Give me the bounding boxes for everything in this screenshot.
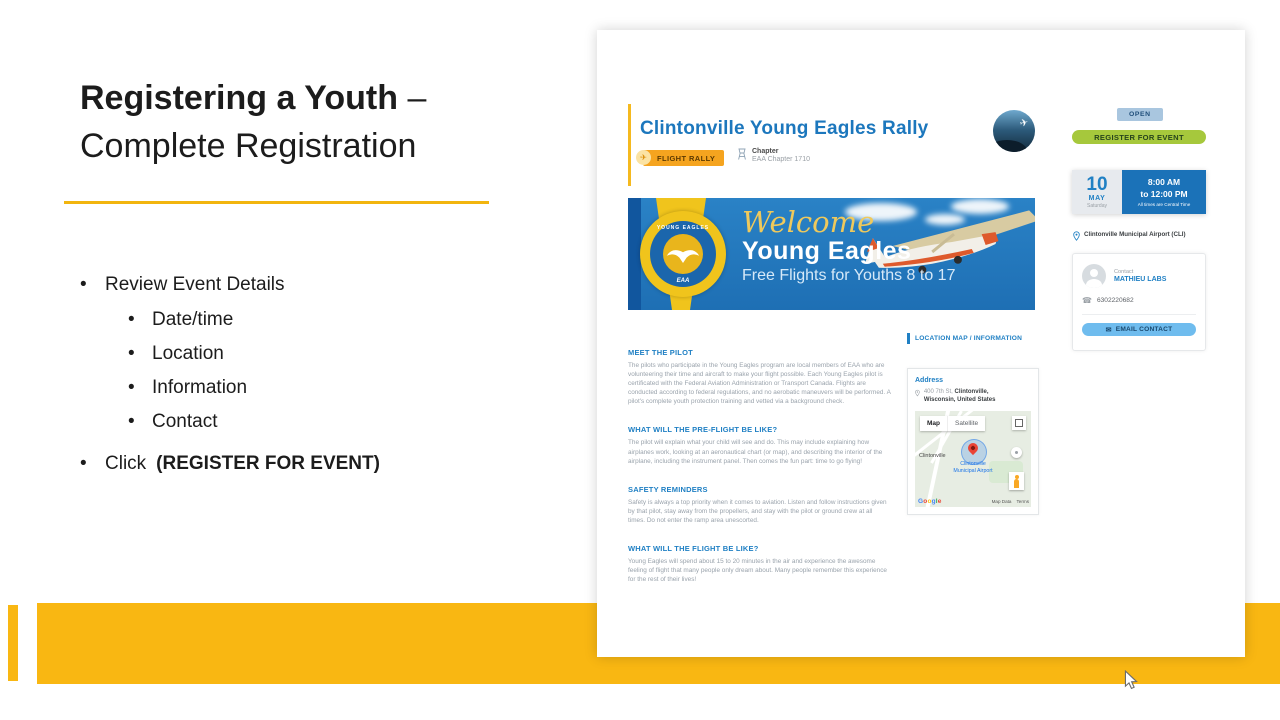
bullet-text: Information [152, 377, 248, 398]
slide-bullet-list [80, 274, 380, 475]
event-time-start: 8:00 AM [1147, 177, 1181, 188]
young-eagles-logo-inner [650, 221, 716, 287]
bullet-dot [128, 309, 152, 331]
bullet-information [128, 377, 380, 399]
google-letter: o [923, 497, 928, 505]
section-heading: WHAT WILL THE PRE-FLIGHT BE LIKE? [628, 425, 778, 435]
email-contact-button[interactable] [1082, 323, 1196, 336]
bullet-register-emphasis: (REGISTER FOR EVENT) [156, 453, 380, 474]
venue-pin-icon [1073, 231, 1080, 241]
email-contact-label: EMAIL CONTACT [1115, 326, 1173, 333]
location-heading-row [907, 333, 1041, 344]
contact-name-block [1114, 269, 1166, 283]
event-type-badge: FLIGHT RALLY [643, 150, 724, 166]
location-heading: LOCATION MAP / INFORMATION [915, 335, 1023, 342]
bullet-dot [128, 377, 152, 399]
eaa-logo-text: EAA [676, 278, 690, 284]
map-button[interactable]: Map [920, 416, 947, 431]
chapter-value[interactable]: EAA Chapter 1710 [752, 156, 810, 163]
phone-icon: ☎ [1082, 296, 1092, 305]
left-edge-accent-strip [8, 605, 18, 681]
bullet-dot [80, 453, 105, 475]
avatar-head [1090, 269, 1098, 277]
envelope-icon: ✉ [1105, 326, 1112, 334]
slide-title [80, 74, 426, 170]
event-title: Clintonville Young Eagles Rally [640, 118, 929, 139]
section-heading: MEET THE PILOT [628, 348, 693, 357]
bullet-location [128, 343, 380, 365]
slide-title-line2: Complete Registration [80, 127, 417, 165]
section-flight [628, 544, 891, 584]
eagle-icon [665, 243, 701, 265]
section-body: The pilot will explain what your child will see and do. This may include explaining how airplanes work, looking at an aeronautical chart (or map), and describing the interior of the airplane, including the instrument panel. Then comes the fun part: time to go flying! [628, 439, 883, 465]
map-city-label: Clintonville [919, 453, 946, 460]
google-letter: g [931, 497, 936, 505]
section-meet-the-pilot [628, 348, 891, 406]
pegman-icon [1014, 479, 1019, 488]
google-letter: e [937, 497, 942, 505]
logo-hill-shape [993, 140, 1027, 152]
map-attribution [992, 499, 1029, 504]
section-heading: SAFETY REMINDERS [628, 484, 708, 494]
contact-avatar [1082, 264, 1106, 288]
bullet-text: Contact [152, 411, 218, 432]
event-time [1122, 170, 1206, 214]
event-day: 10 [1086, 174, 1108, 195]
section-body: Young Eagles will spend about 15 to 20 minutes in the air and experience the awesome feeling of flight that many people only dream about. Many people remember this experience for the rest of their lives! [628, 558, 887, 584]
logo-plane-icon: ✈ [1018, 117, 1030, 130]
contact-phone-row [1082, 296, 1196, 305]
young-eagles-logo-globe [663, 234, 703, 274]
bullet-click-register [80, 453, 380, 475]
event-page-screenshot [597, 30, 1245, 657]
young-eagles-logo [640, 211, 726, 297]
section-body: The pilots who participate in the Young Eagles program are local members of EAA who are volunteering their time and aircraft to make your flight possible. Each Young Eagles pilot is certificated with the Federal Aviation Administration or Transport Canada. Flights are conducted according to federal regulations, and no aerobatic maneuvers will be performed. A pilot's complete youth protection training and vetted via a background check. [628, 362, 891, 406]
google-letter: l [935, 497, 938, 505]
title-underline-accent [64, 201, 489, 204]
event-venue: Clintonville Municipal Airport (CLI) [1084, 231, 1186, 238]
avatar-body [1086, 279, 1102, 288]
address-emphasis: Clintonville, Wisconsin, United States [923, 389, 996, 404]
google-logo [918, 498, 942, 505]
chapter-info [737, 148, 810, 163]
chapter-logo [993, 110, 1035, 152]
map-data-link[interactable]: Map Data [991, 498, 1012, 504]
event-month: MAY [1088, 195, 1106, 202]
address-label: Address [915, 377, 944, 384]
event-date [1072, 170, 1122, 214]
map-type-controls [920, 416, 985, 431]
location-map-column [907, 333, 1041, 515]
bullet-text: Location [152, 343, 224, 364]
banner-welcome: Welcome [742, 205, 875, 239]
map-marker-label[interactable]: Clintonville Municipal Airport [953, 460, 993, 474]
contact-name: MATHIEU LABS [1114, 276, 1167, 283]
google-letter: o [927, 497, 932, 505]
slide-title-dash: – [398, 79, 427, 117]
address-card [907, 368, 1039, 515]
bullet-text: Review Event Details [105, 274, 285, 295]
register-for-event-button[interactable]: REGISTER FOR EVENT [1072, 130, 1206, 144]
event-description-sections [628, 348, 891, 603]
bullet-text: Click [105, 453, 147, 474]
address-prefix: 400 7th St, [923, 389, 955, 395]
bullet-dot [128, 411, 152, 433]
location-heading-accent [907, 333, 910, 344]
flight-rally-plane-icon: ✈ [636, 150, 651, 165]
contact-card [1072, 253, 1206, 351]
section-pre-flight [628, 425, 891, 465]
bullet-dot [128, 343, 152, 365]
bullet-text: Date/time [152, 309, 234, 330]
mouse-cursor [1124, 670, 1138, 695]
contact-header [1082, 264, 1196, 288]
event-weekday: Saturday [1086, 203, 1107, 209]
banner-subline: Free Flights for Youths 8 to 17 [742, 267, 956, 284]
address-text [924, 388, 1019, 405]
contact-label: Contact [1114, 269, 1134, 275]
fullscreen-icon [1015, 419, 1023, 427]
bullet-contact [128, 411, 380, 433]
section-safety-reminders [628, 485, 891, 525]
banner-headline: Young Eagles [742, 237, 912, 265]
bullet-date-time [128, 309, 380, 331]
young-eagles-logo-text: YOUNG EAGLES [656, 225, 710, 231]
bullet-dot [80, 274, 105, 296]
event-header-accent-bar [628, 104, 631, 186]
address-pin-icon [915, 388, 920, 398]
event-time-end: to 12:00 PM [1140, 188, 1188, 199]
control-tower-icon [737, 148, 747, 160]
street-view-pegman[interactable] [1009, 472, 1024, 490]
contact-phone-number[interactable]: 6302220682 [1096, 297, 1134, 304]
contact-divider [1082, 314, 1196, 315]
banner-text-block [742, 206, 955, 285]
google-map[interactable] [915, 411, 1031, 507]
section-heading: WHAT WILL THE FLIGHT BE LIKE? [628, 544, 759, 554]
chapter-label: Chapter [752, 148, 779, 155]
map-compass-control[interactable] [1011, 447, 1022, 458]
young-eagles-banner [628, 198, 1035, 310]
address-row [915, 388, 1019, 405]
event-venue-row [1073, 231, 1209, 241]
slide-title-bold: Registering a Youth [80, 79, 399, 117]
bullet-review-event-details [80, 274, 380, 296]
event-time-note: All times are Central Time [1137, 201, 1191, 207]
fullscreen-button[interactable] [1012, 416, 1026, 430]
satellite-button[interactable]: Satellite [947, 416, 985, 431]
section-body: Safety is always a top priority when it comes to aviation. Listen and follow instructions given by that pilot, stay away from the propellers, and stay with the pilot or ground crew at all times. Do not enter the ramp area unescorted. [628, 498, 887, 524]
chapter-text [752, 148, 810, 163]
event-date-time-box [1072, 170, 1206, 214]
terms-link[interactable]: Terms [1016, 498, 1029, 504]
google-letter: G [918, 497, 924, 505]
status-badge: OPEN [1117, 108, 1163, 121]
